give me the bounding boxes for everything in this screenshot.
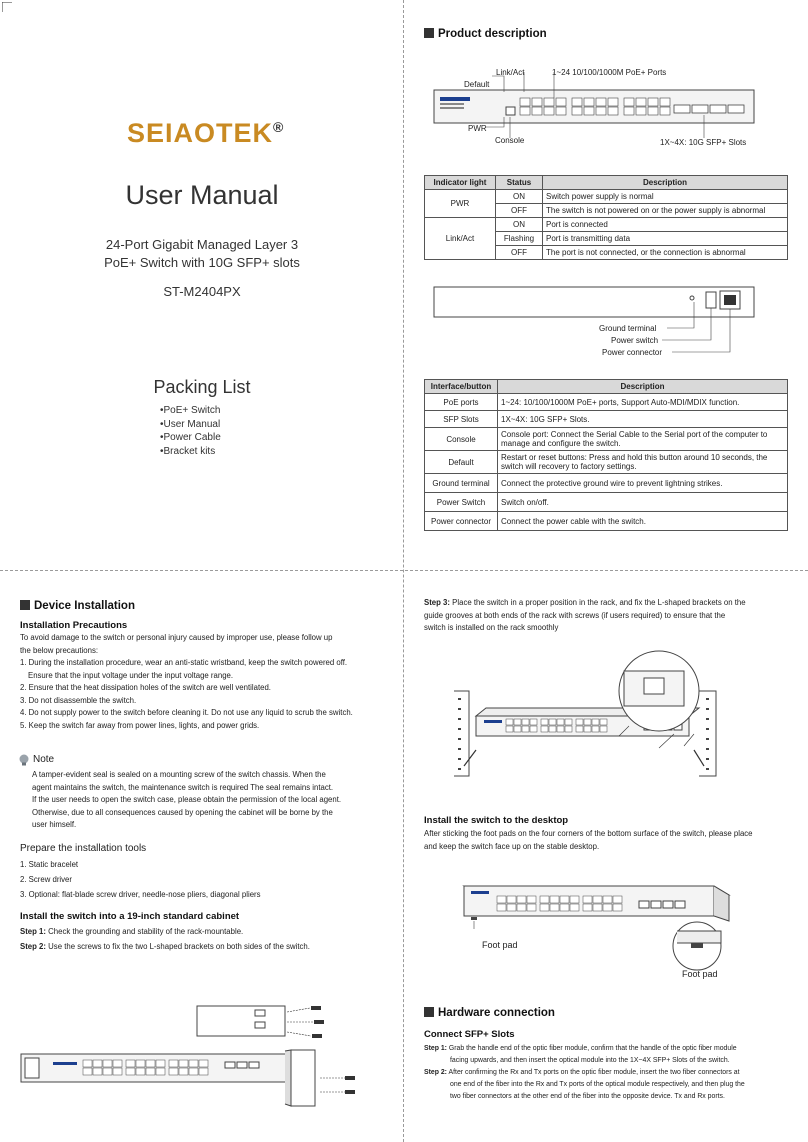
port-icon [584,107,594,115]
port-icon [544,107,554,115]
port-icon [199,1068,208,1075]
precautions-title: Installation Precautions [20,620,128,631]
step3-text: Step 3: Place the switch in a proper position in the rack, and fix the L-shaped brackets on the guide grooves at both ends of the rack with screws (if users required) to ensure that the switch is installed on the rack smoothly [424,598,746,632]
port-icon [113,1060,122,1067]
list-item: • User Manual [160,418,221,432]
registered-mark: ® [273,119,285,135]
port-icon [570,896,579,903]
port-icon [507,904,516,911]
port-icon [517,896,526,903]
port-icon [169,1068,178,1075]
port-icon [83,1068,92,1075]
product-subtitle-1: 24-Port Gigabit Managed Layer 3 [105,237,299,252]
label-poe-ports: 1~24 10/100/1000M PoE+ Ports [552,68,667,77]
port-icon [556,98,566,106]
label-sfp-slots: 1X~4X: 10G SFP+ Slots [660,138,747,147]
port-icon [83,1060,92,1067]
packing-list [160,404,221,458]
port-icon [506,726,513,732]
port-icon [527,904,536,911]
port-icon [497,896,506,903]
square-bullet-icon [20,600,30,610]
desktop-text: After sticking the foot pads on the four corners of the bottom surface of the switch, please place and keep the switch face up on the stable desktop. [424,829,753,851]
port-icon [593,896,602,903]
port-icon [113,1068,122,1075]
table-row: Link/Act ON Port is connected [425,218,788,232]
manual-title: User Manual [125,180,279,210]
port-icon [576,719,583,725]
brand-logo [127,118,284,149]
port-icon [556,107,566,115]
list-item: 1. During the installation procedure, wear an anti-static wristband, keep the switch powered off. [20,658,348,667]
port-icon [103,1060,112,1067]
list-item: 2. Screw driver [20,875,72,884]
port-icon [572,107,582,115]
cabinet-steps: Step 1: Check the grounding and stability of the rack-mountable. Step 2: Use the screws to fix the two L-shaped brackets on both sides of the switch. [20,927,310,951]
port-icon [136,1068,145,1075]
list-item: • Bracket kits [160,445,221,459]
port-icon [584,98,594,106]
port-icon [608,107,618,115]
step-label: Step 2: [20,942,46,951]
port-icon [648,107,658,115]
port-icon [592,726,599,732]
tools-list [20,857,395,902]
table-header: Interface/button [425,380,498,394]
table-header: Description [498,380,788,394]
port-icon [592,719,599,725]
port-icon [514,726,521,732]
port-icon [572,98,582,106]
list-item: 4. Do not supply power to the switch before cleaning it. Do not use any liquid to scrub the switch. [20,708,353,717]
port-icon [497,904,506,911]
logo-text: SEIAOTEK [127,118,274,148]
product-subtitle-2: PoE+ Switch with 10G SFP+ slots [104,255,300,270]
list-item: • PoE+ Switch [160,404,221,418]
table-row: Power Switch Switch on/off. [425,493,788,512]
port-icon [179,1060,188,1067]
precautions-text: To avoid damage to the switch or personal injury caused by improper use, please follow up the below precautions: 1. During the installation procedure, wear an anti-static wristband, keep the switch powered off. Ensure that the input voltage under the input voltage range. 2. Ensure that the heat dissipation holes of the switch are well ventilated. 3. Do not disassemble the switch. 4. Do not supply power to the switch before cleaning it. Do not use any liquid to scrub the switch. 5. Keep the switch far away from power lines, lights, and power grids. [20,632,395,732]
port-icon [549,719,556,725]
port-icon [541,726,548,732]
list-item: Ensure that the input voltage under the input voltage range. [28,670,234,680]
sfp-title: Connect SFP+ Slots [424,1029,515,1040]
note-title: Note [33,754,55,765]
table-row: Default Restart or reset buttons: Press and hold this button around 10 seconds, the switch will recovery to factory settings. [425,451,788,474]
step-label: Step 1: [424,1045,447,1052]
label-power-switch: Power switch [611,336,659,345]
table-header: Description [543,176,788,190]
port-icon [541,719,548,725]
port-icon [522,726,529,732]
table-row: PWR ON Switch power supply is normal [425,190,788,204]
port-icon [199,1060,208,1067]
port-icon [549,726,556,732]
port-icon [583,904,592,911]
list-item: 3. Do not disassemble the switch. [20,695,137,705]
step-label: Step 1: [20,927,46,936]
port-icon [146,1060,155,1067]
port-icon [527,896,536,903]
label-ground-terminal: Ground terminal [599,324,657,333]
port-icon [613,896,622,903]
port-icon [557,719,564,725]
port-icon [126,1060,135,1067]
section-heading: Device Installation [20,600,135,612]
table-row: Ground terminal Connect the protective ground wire to prevent lightning strikes. [425,474,788,493]
device-installation-panel [0,571,404,1142]
cabinet-title: Install the switch into a 19-inch standard cabinet [20,911,240,922]
port-icon [600,719,607,725]
bracket-install-diagram [15,996,400,1136]
port-icon [103,1068,112,1075]
port-icon [517,904,526,911]
cover-panel [0,0,404,571]
port-icon [603,896,612,903]
port-icon [624,98,634,106]
step-label: Step 3: [424,598,450,607]
port-icon [576,726,583,732]
port-icon [596,107,606,115]
table-row: Power connector Connect the power cable with the switch. [425,512,788,531]
model-number: ST-M2404PX [163,284,241,299]
port-icon [532,107,542,115]
port-icon [522,719,529,725]
port-icon [583,896,592,903]
section-heading: Hardware connection [424,1007,555,1019]
port-icon [636,98,646,106]
front-panel-diagram [404,60,808,150]
crop-mark-icon [2,2,12,12]
port-icon [550,896,559,903]
port-icon [550,904,559,911]
port-icon [660,107,670,115]
desktop-install-diagram [459,881,759,971]
indicator-table [424,175,788,260]
port-icon [530,726,537,732]
step-label: Step 2: [424,1069,447,1076]
port-icon [146,1068,155,1075]
list-item: • Power Cable [160,431,221,445]
port-icon [603,904,612,911]
port-icon [93,1068,102,1075]
port-icon [507,896,516,903]
square-bullet-icon [424,1007,434,1017]
port-icon [600,726,607,732]
table-row: Flashing Port is transmitting data [425,232,788,246]
foot-pad-zoom-label: Foot pad [682,969,718,979]
table-row: SFP Slots 1X~4X: 10G SFP+ Slots. [425,411,788,428]
square-bullet-icon [424,28,434,38]
port-icon [584,726,591,732]
port-icon [520,98,530,106]
port-icon [179,1068,188,1075]
port-icon [189,1060,198,1067]
note-bulb-icon [18,754,30,766]
label-link-act: Link/Act [496,68,525,77]
port-icon [636,107,646,115]
port-icon [540,896,549,903]
label-power-connector: Power connector [602,348,663,357]
product-description-panel [404,0,808,571]
port-icon [156,1068,165,1075]
port-icon [560,904,569,911]
port-icon [156,1060,165,1067]
port-icon [593,904,602,911]
port-icon [648,98,658,106]
hardware-connection-panel [404,571,808,1142]
port-icon [660,98,670,106]
table-header: Indicator light [425,176,496,190]
port-icon [613,904,622,911]
port-icon [514,719,521,725]
port-icon [532,98,542,106]
list-item: 2. Ensure that the heat dissipation holes of the switch are well ventilated. [20,683,271,692]
rack-install-diagram [454,646,774,781]
port-icon [544,98,554,106]
table-row: Console Console port: Connect the Serial Cable to the Serial port of the computer to manage and configure the switch. [425,428,788,451]
port-icon [596,98,606,106]
port-icon [624,107,634,115]
port-icon [584,719,591,725]
sfp-steps: Step 1: Grab the handle end of the optic fiber module, confirm that the handle of the optic fiber module facing upwards, and then insert the optical module into the 1X~4X SFP+ Slots of the switch. Step 2: After confirming the Rx and Tx ports on the optic fiber module, insert the two fiber connectors at one end of the fiber into the Rx and Tx ports of the optical module respectively, and then plug the two fiber connectors at the other end of the fiber into the opposite device. Tx and Rx ports. [424,1045,745,1100]
tools-title: Prepare the installation tools [20,843,147,854]
label-default: Default [464,80,490,89]
port-icon [540,904,549,911]
packing-list-title: Packing List [153,377,251,397]
port-icon [560,896,569,903]
port-icon [565,719,572,725]
port-icon [608,98,618,106]
port-icon [570,904,579,911]
port-icon [520,107,530,115]
table-row: OFF The switch is not powered on or the power supply is abnormal [425,204,788,218]
label-console: Console [495,136,525,145]
foot-pad-label: Foot pad [482,940,518,950]
note-text: A tamper-evident seal is sealed on a mounting screw of the switch chassis. When the agent maintains the switch, the maintenance switch is required The seal remains intact. If the user needs to open the switch case, please obtain the permission of the local agent. Otherwise, due to all consequences caused by opening the cabinet will be borne by the user himself. [32,770,342,829]
label-pwr: PWR [468,124,487,133]
port-icon [565,726,572,732]
list-item: 3. Optional: flat-blade screw driver, needle-nose pliers, diagonal pliers [20,890,261,899]
port-icon [136,1060,145,1067]
desktop-title: Install the switch to the desktop [424,815,569,826]
port-icon [93,1060,102,1067]
list-item: 1. Static bracelet [20,860,79,869]
table-row: OFF The port is not connected, or the connection is abnormal [425,246,788,260]
table-row: PoE ports 1~24: 10/100/1000M PoE+ ports, Support Auto-MDI/MDIX function. [425,394,788,411]
interface-table [424,379,788,531]
section-heading: Product description [424,28,547,40]
port-icon [530,719,537,725]
table-header: Status [496,176,543,190]
port-icon [126,1068,135,1075]
port-icon [189,1068,198,1075]
list-item: 5. Keep the switch far away from power lines, lights, and power grids. [20,720,260,730]
port-icon [506,719,513,725]
port-icon [557,726,564,732]
port-icon [169,1060,178,1067]
